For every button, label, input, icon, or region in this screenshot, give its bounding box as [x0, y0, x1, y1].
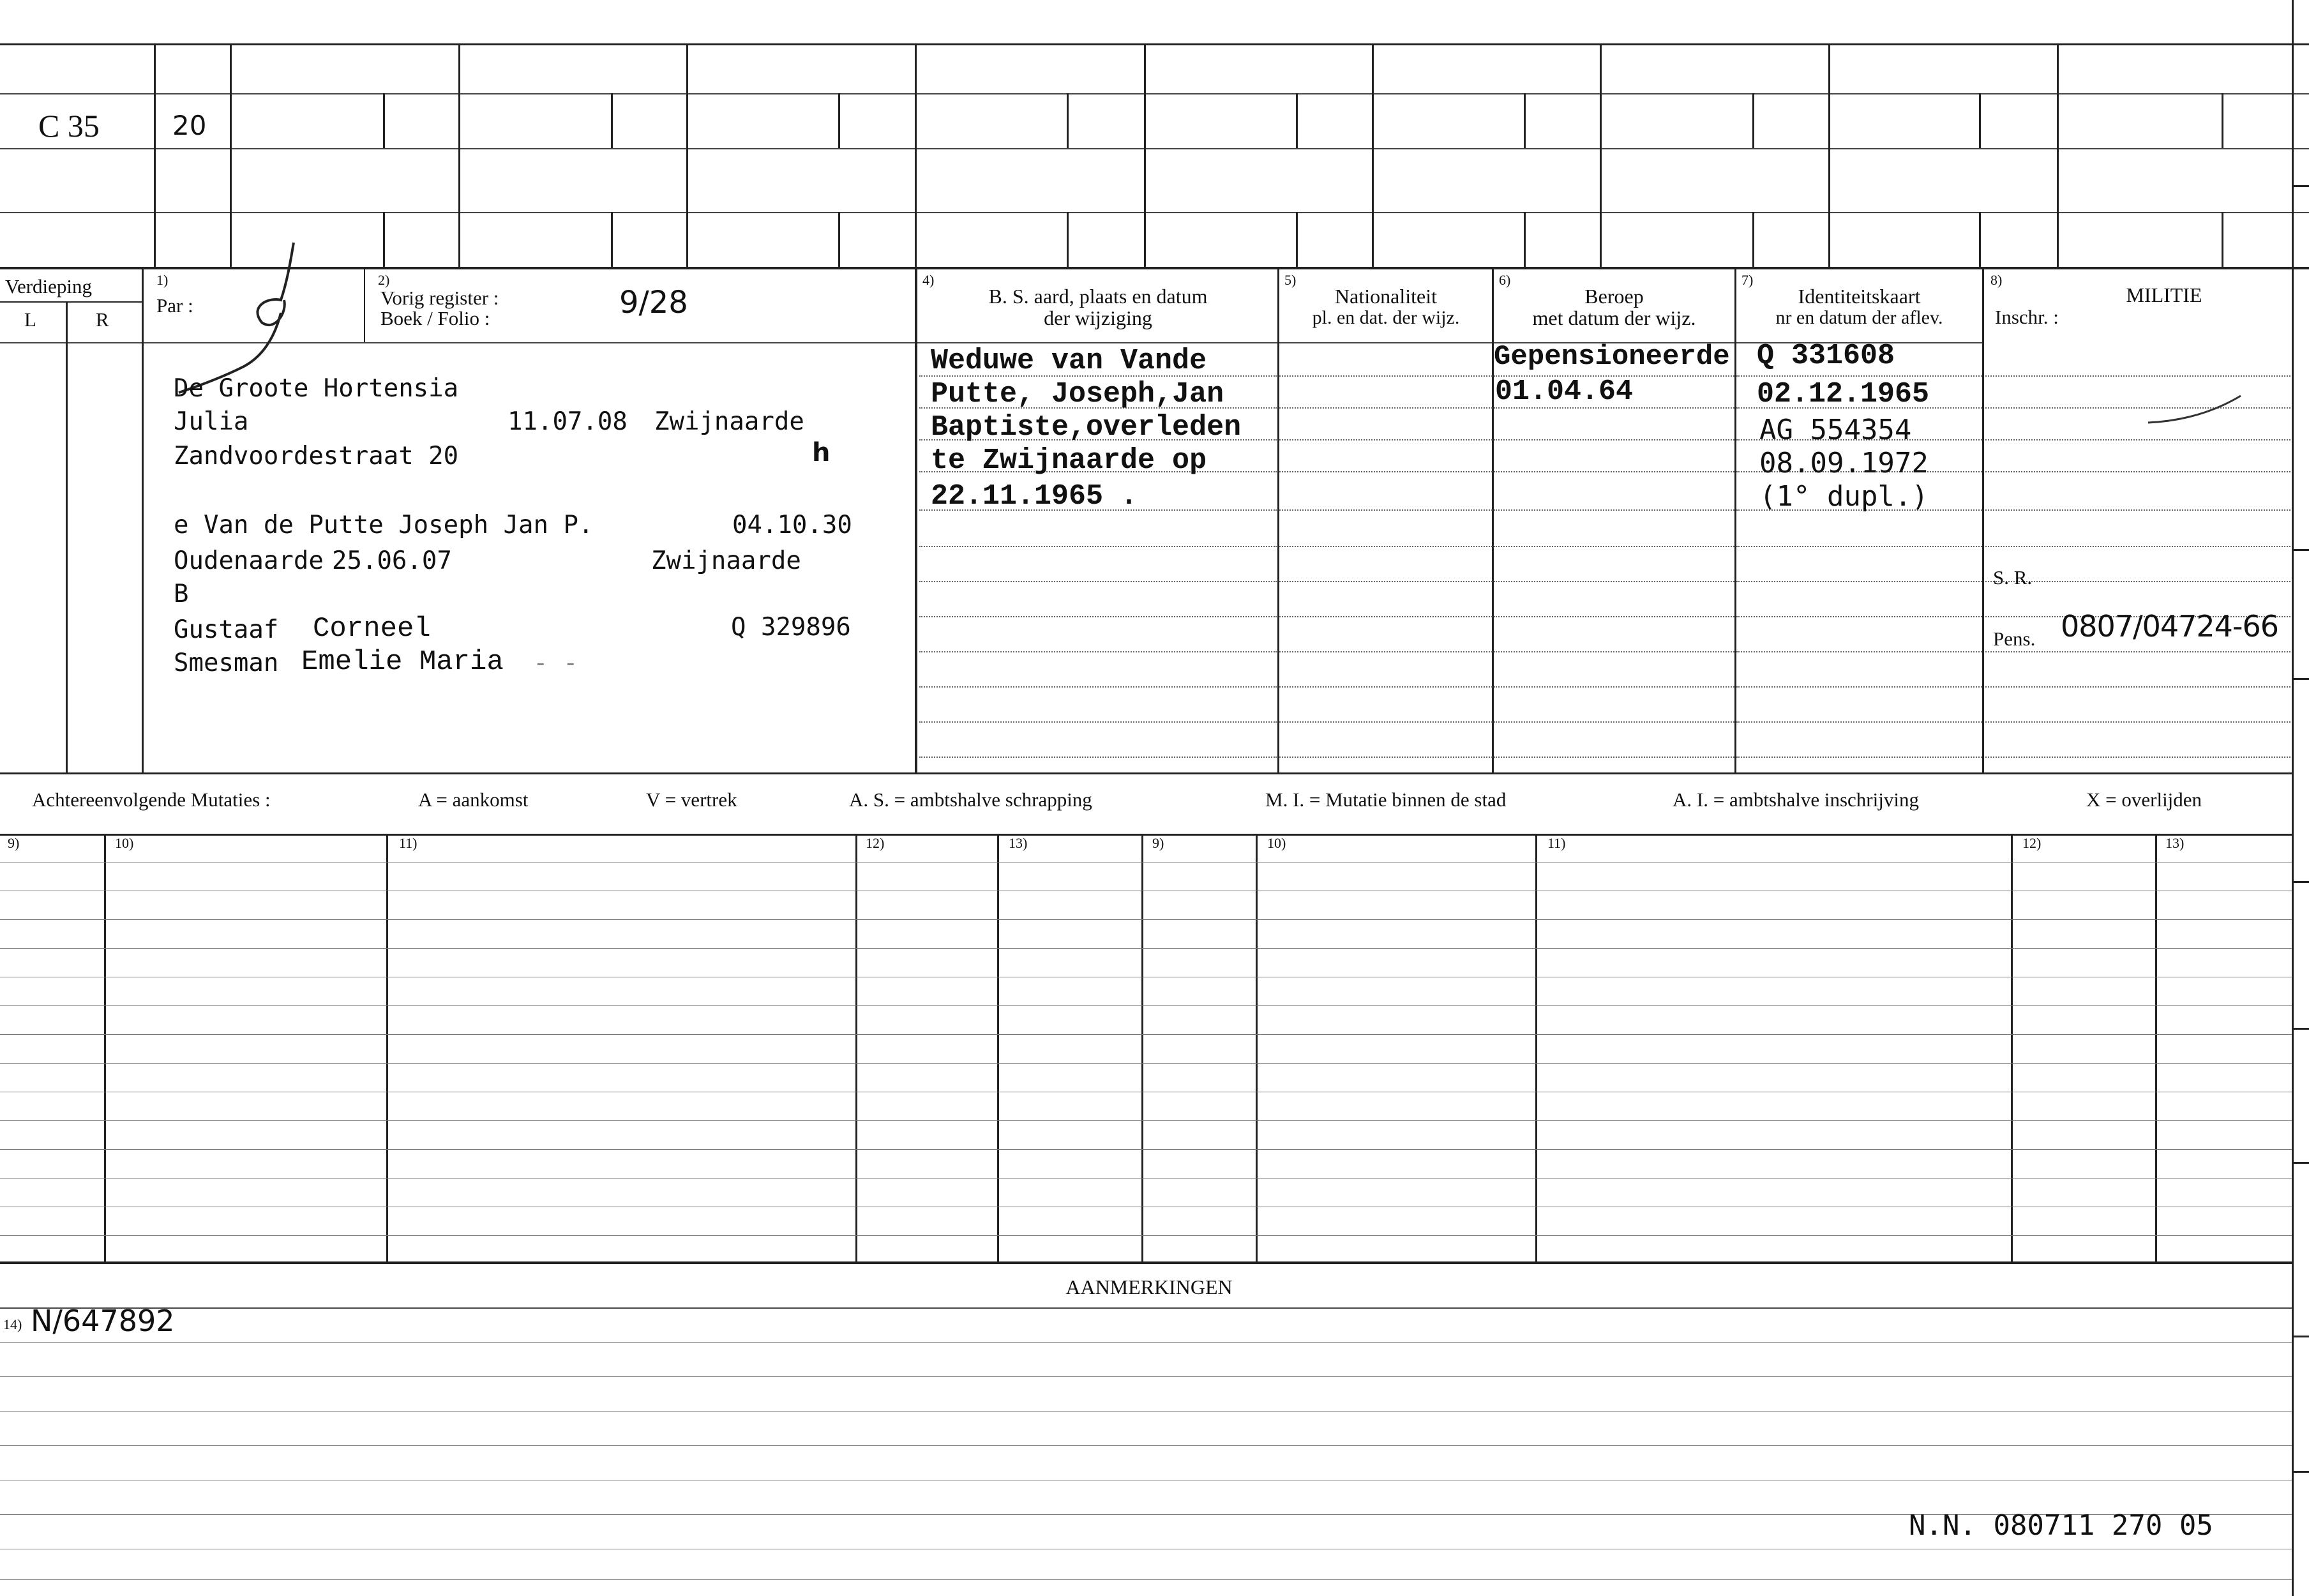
person-line-7: Gustaaf [174, 615, 279, 644]
mutatie-as: A. S. = ambtshalve schrapping [849, 788, 1092, 811]
mutatie-a: A = aankomst [418, 788, 529, 811]
mut-col-9b: 9) [1152, 835, 1164, 851]
person-line-6: B [174, 580, 189, 608]
nationaliteit-header-2: pl. en dat. der wijz. [1312, 307, 1460, 328]
spouse-birth-date: 25.06.07 [332, 546, 452, 575]
mutatie-ai: A. I. = ambtshalve inschrijving [1673, 788, 1919, 811]
spouse-date: 04.10.30 [732, 511, 852, 539]
militie-pen-mark [2145, 383, 2247, 434]
pens-value: 0807/04724-66 [2061, 609, 2279, 644]
identiteitskaart-header-1: Identiteitskaart [1798, 285, 1921, 308]
mut-col-12a: 12) [866, 835, 885, 851]
col6-number: 6) [1499, 272, 1511, 288]
l-label: L [24, 308, 36, 331]
top-code: C 35 [38, 108, 100, 144]
mut-col-13b: 13) [2165, 835, 2185, 851]
pens-label: Pens. [1993, 628, 2036, 650]
r-label: R [96, 308, 109, 331]
nationaliteit-header-1: Nationaliteit [1335, 285, 1437, 308]
col5-number: 5) [1284, 272, 1297, 288]
mut-col-12b: 12) [2022, 835, 2042, 851]
mut-col-13a: 13) [1009, 835, 1028, 851]
mut-col-10a: 10) [115, 835, 134, 851]
person-line-4: e Van de Putte Joseph Jan P. [174, 511, 594, 539]
person-line-8: Smesman [174, 649, 279, 677]
sr-label: S. R. [1993, 566, 2033, 589]
top-number: 20 [172, 110, 207, 141]
mut-col-9a: 9) [8, 835, 20, 851]
id-line-2: 02.12.1965 [1757, 378, 1930, 410]
mutatie-x: X = overlijden [2086, 788, 2202, 811]
mut-col-11a: 11) [399, 835, 417, 851]
person-line-2: Julia [174, 407, 249, 436]
person-line-1: De Groote Hortensia [174, 374, 459, 403]
beroep-header-1: Beroep [1584, 285, 1644, 308]
col4-number: 4) [922, 272, 935, 288]
bs-line-2: Putte, Joseph,Jan [931, 378, 1224, 410]
person-birth-date: 11.07.08 [508, 407, 628, 436]
beroep-line-1: Gepensioneerde [1494, 341, 1730, 373]
boek-folio-label: Boek / Folio : [380, 307, 490, 329]
col2-number: 2) [378, 272, 390, 288]
spouse-birth-place: Zwijnaarde [651, 546, 801, 575]
vorig-register-label: Vorig register : [380, 287, 499, 309]
mut-col-11b: 11) [1547, 835, 1566, 851]
bs-header-2: der wijziging [1044, 306, 1152, 329]
col14-number: 14) [3, 1316, 22, 1332]
nn-number: N.N. 080711 270 05 [1909, 1509, 2213, 1542]
col7-number: 7) [1741, 272, 1754, 288]
verdieping-label: Verdieping [5, 275, 93, 297]
aanmerkingen-title: AANMERKINGEN [1065, 1276, 1233, 1299]
par-label: Par : [156, 294, 193, 317]
beroep-line-2: 01.04.64 [1495, 375, 1634, 408]
id-line-3: AG 554354 [1759, 414, 1912, 446]
person-mark-h: h [812, 438, 831, 467]
bs-line-3: Baptiste,overleden [931, 411, 1242, 444]
mutatie-v: V = vertrek [646, 788, 737, 811]
id-line-1: Q 331608 [1757, 340, 1895, 372]
militie-header: MILITIE [2126, 283, 2202, 306]
col1-number: 1) [156, 272, 169, 288]
aanmerking-value: N/647892 [31, 1304, 175, 1338]
person-id: Q 329896 [731, 613, 851, 642]
id-line-5: (1° dupl.) [1759, 480, 1929, 513]
bs-header-1: B. S. aard, plaats en datum [988, 285, 1208, 308]
id-line-4: 08.09.1972 [1759, 447, 1929, 479]
bs-line-4: te Zwijnaarde op [931, 444, 1207, 477]
identiteitskaart-header-2: nr en datum der aflev. [1775, 307, 1943, 328]
bs-line-1: Weduwe van Vande [931, 345, 1207, 377]
person-line-5: Oudenaarde [174, 546, 324, 575]
beroep-header-2: met datum der wijz. [1532, 306, 1696, 329]
person-line-7-extra: Corneel [313, 613, 431, 645]
col8-number: 8) [1990, 272, 2003, 288]
bs-line-5: 22.11.1965 . [931, 480, 1138, 513]
mutatie-mi: M. I. = Mutatie binnen de stad [1265, 788, 1507, 811]
person-birth-place: Zwijnaarde [654, 407, 804, 436]
mutaties-title: Achtereenvolgende Mutaties : [32, 788, 271, 811]
folio-value: 9/28 [619, 285, 688, 320]
inschr-label: Inschr. : [1995, 306, 2059, 328]
mut-col-10b: 10) [1267, 835, 1286, 851]
par-handwritten-mark [172, 236, 313, 396]
person-line-8-extra: Emelie Maria [301, 646, 504, 678]
person-line-3: Zandvoordestraat 20 [174, 442, 459, 471]
person-line-8-tail: - - [533, 649, 578, 677]
